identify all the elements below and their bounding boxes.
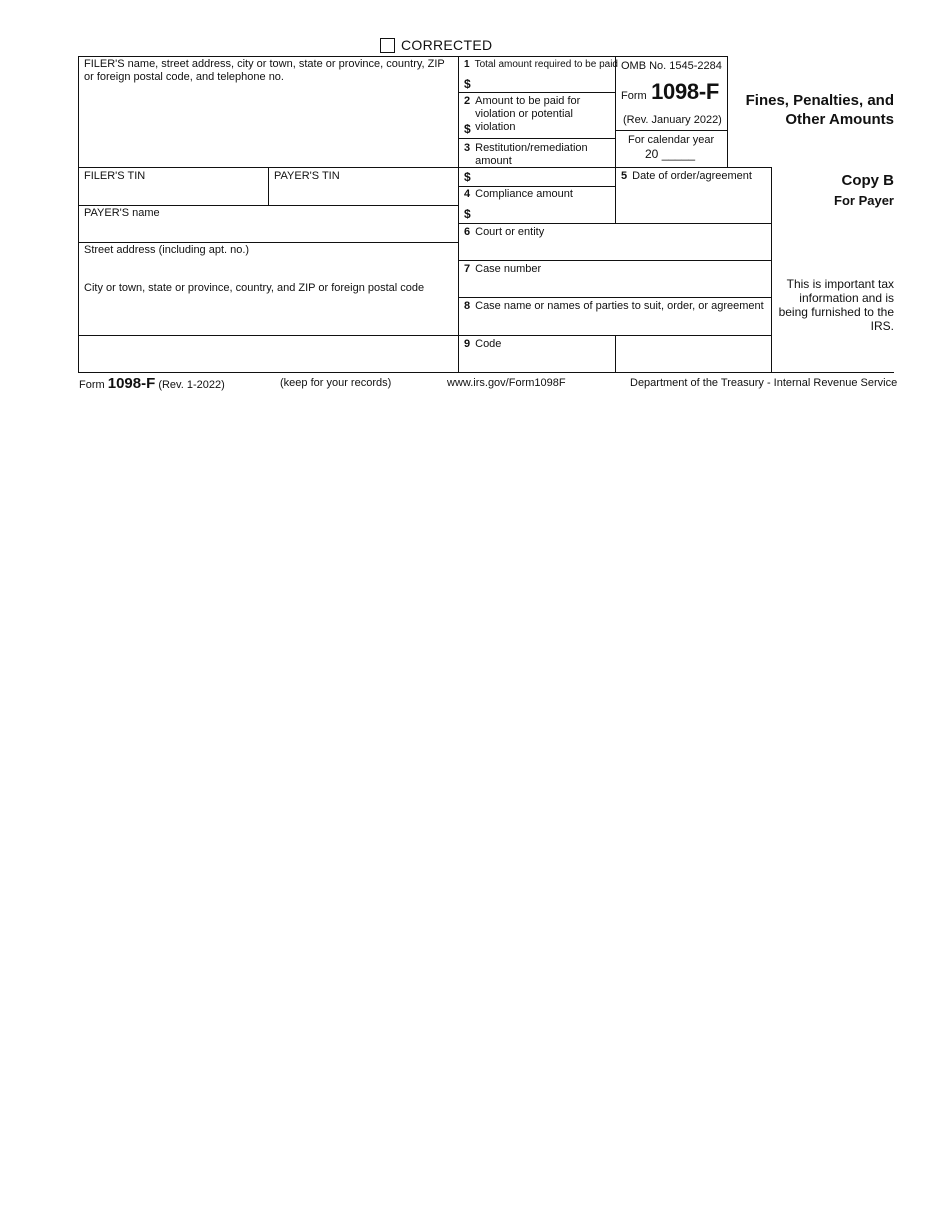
box2-dollar-sign: $ — [464, 122, 471, 136]
calendar-year-row: 20 _____ — [645, 147, 696, 161]
filer-name-address-field[interactable] — [80, 86, 456, 165]
box2-amount-field[interactable] — [474, 120, 612, 137]
box3-dollar-sign: $ — [464, 170, 471, 184]
city-state-zip-field[interactable] — [80, 297, 456, 333]
corrected-checkbox[interactable] — [380, 38, 395, 53]
box7-label: 7 Case number — [464, 263, 542, 275]
filer-name-address-label: FILER'S name, street address, city or town, state or province, country, ZIP or foreign postal code, and telephone no. — [84, 58, 445, 83]
box6-court-field[interactable] — [460, 240, 769, 259]
footer-department: Department of the Treasury - Internal Revenue Service — [630, 377, 898, 389]
filer-tin-field[interactable] — [80, 184, 266, 204]
important-tax-notice: This is important tax information and is being furnished to the IRS. — [778, 277, 894, 333]
street-address-label: Street address (including apt. no.) — [84, 244, 250, 256]
filer-tin-label: FILER'S TIN — [84, 170, 146, 182]
street-address-field[interactable] — [80, 258, 456, 278]
corrected-label: CORRECTED — [401, 37, 493, 53]
form-title: Fines, Penalties, and Other Amounts — [745, 92, 894, 128]
calendar-year-field[interactable]: _____ — [661, 147, 696, 161]
box6-label: 6 Court or entity — [464, 226, 545, 238]
payer-tin-label: PAYER'S TIN — [274, 170, 340, 182]
calendar-year-label: For calendar year — [628, 134, 715, 146]
copy-label: Copy B — [841, 172, 894, 189]
footer-url[interactable]: www.irs.gov/Form1098F — [447, 377, 566, 389]
box8-case-name-field[interactable] — [460, 315, 769, 334]
footer-form-id: Form 1098-F (Rev. 1-2022) — [79, 375, 225, 392]
box1-dollar-sign: $ — [464, 77, 471, 91]
payer-name-field[interactable] — [80, 221, 456, 241]
corrected-checkbox-row — [380, 37, 492, 53]
payer-tin-field[interactable] — [270, 184, 456, 204]
account-number-field[interactable] — [80, 337, 456, 371]
form-number: 1098-F — [651, 79, 720, 104]
box4-dollar-sign: $ — [464, 207, 471, 221]
box1-label: 1 Total amount required to be paid — [464, 59, 618, 70]
box4-label: 4 Compliance amount — [464, 188, 573, 200]
box9-adjacent-field[interactable] — [617, 337, 769, 371]
form-id: Form 1098-F — [621, 79, 720, 104]
omb-number: OMB No. 1545-2284 — [621, 60, 722, 72]
box5-date-field[interactable] — [617, 186, 769, 221]
box1-amount-field[interactable] — [474, 74, 612, 91]
box3-amount-field[interactable] — [474, 168, 612, 185]
box5-label: 5 Date of order/agreement — [621, 170, 752, 182]
form-revision: (Rev. January 2022) — [623, 114, 722, 126]
box9-label: 9 Code — [464, 338, 502, 350]
payer-name-label: PAYER'S name — [84, 207, 160, 219]
footer-keep-note: (keep for your records) — [280, 377, 392, 389]
box8-label: 8 Case name or names of parties to suit, order, or agreement — [464, 300, 764, 312]
box3-label: 3 Restitution/remediation amount — [464, 142, 588, 167]
city-state-zip-label: City or town, state or province, country, and ZIP or foreign postal code — [84, 282, 425, 294]
box4-amount-field[interactable] — [474, 204, 612, 221]
box9-code-field[interactable] — [460, 352, 613, 371]
for-payer-label: For Payer — [834, 193, 894, 208]
box2-label: 2 Amount to be paid for violation or potential violation — [464, 95, 581, 133]
box7-case-number-field[interactable] — [460, 277, 769, 296]
